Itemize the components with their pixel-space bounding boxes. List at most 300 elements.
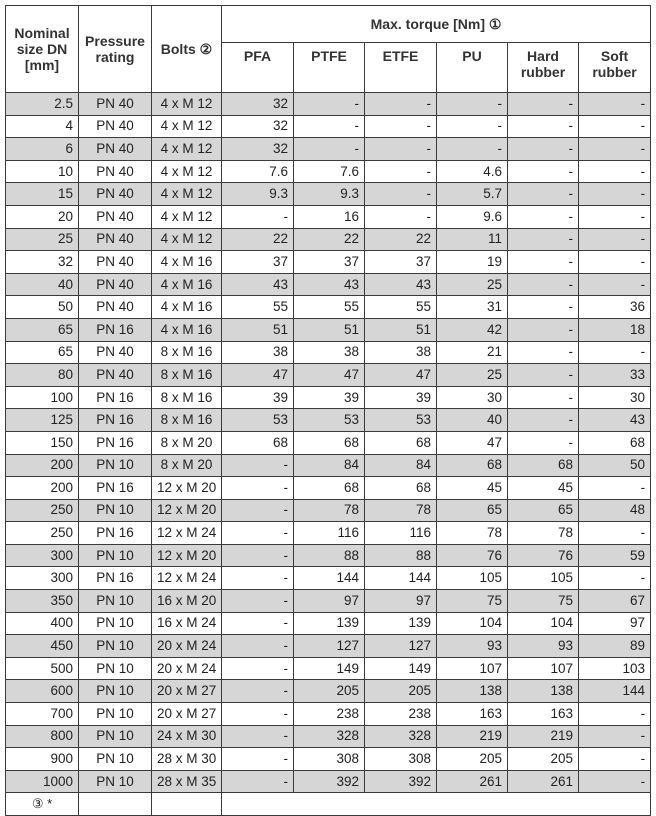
cell-etfe: 53 <box>365 409 437 432</box>
cell-soft-rubber: 67 <box>579 590 651 613</box>
cell-etfe: 392 <box>365 770 437 793</box>
cell-pressure-rating: PN 10 <box>79 657 152 680</box>
cell-pressure-rating: PN 40 <box>79 296 152 319</box>
cell-ptfe: 9.3 <box>294 183 365 206</box>
table-row <box>6 725 651 748</box>
cell-nominal-size: 500 <box>6 657 79 680</box>
cell-soft-rubber: - <box>579 251 651 274</box>
cell-ptfe: 116 <box>294 522 365 545</box>
cell-hard-rubber: 45 <box>508 477 579 500</box>
cell-pressure-rating: PN 10 <box>79 748 152 771</box>
cell-pfa: 32 <box>222 93 294 116</box>
header-ptfe: PTFE <box>294 43 365 93</box>
table-row <box>6 296 651 319</box>
footnote-empty-cell <box>152 793 222 816</box>
cell-ptfe: 22 <box>294 228 365 251</box>
cell-etfe: 22 <box>365 228 437 251</box>
cell-bolts: 12 x M 20 <box>152 477 222 500</box>
cell-bolts: 4 x M 12 <box>152 205 222 228</box>
cell-etfe: 139 <box>365 612 437 635</box>
cell-pressure-rating: PN 10 <box>79 635 152 658</box>
cell-pfa: 32 <box>222 115 294 138</box>
cell-pfa: 38 <box>222 341 294 364</box>
cell-soft-rubber: - <box>579 183 651 206</box>
cell-ptfe: 53 <box>294 409 365 432</box>
cell-bolts: 4 x M 12 <box>152 160 222 183</box>
header-etfe: ETFE <box>365 43 437 93</box>
cell-pfa: - <box>222 703 294 726</box>
cell-pu: 45 <box>437 477 508 500</box>
cell-hard-rubber: - <box>508 251 579 274</box>
cell-nominal-size: 700 <box>6 703 79 726</box>
cell-hard-rubber: 205 <box>508 748 579 771</box>
cell-etfe: 205 <box>365 680 437 703</box>
cell-hard-rubber: 219 <box>508 725 579 748</box>
cell-hard-rubber: 163 <box>508 703 579 726</box>
cell-soft-rubber: - <box>579 93 651 116</box>
cell-soft-rubber: 97 <box>579 612 651 635</box>
cell-hard-rubber: 68 <box>508 454 579 477</box>
cell-nominal-size: 800 <box>6 725 79 748</box>
cell-etfe: 38 <box>365 341 437 364</box>
cell-ptfe: 127 <box>294 635 365 658</box>
cell-pfa: 9.3 <box>222 183 294 206</box>
cell-etfe: 47 <box>365 364 437 387</box>
cell-pu: 105 <box>437 567 508 590</box>
cell-pfa: - <box>222 522 294 545</box>
cell-pu: 11 <box>437 228 508 251</box>
cell-nominal-size: 125 <box>6 409 79 432</box>
cell-hard-rubber: - <box>508 364 579 387</box>
cell-hard-rubber: - <box>508 431 579 454</box>
table-row <box>6 567 651 590</box>
cell-soft-rubber: - <box>579 115 651 138</box>
cell-ptfe: 16 <box>294 205 365 228</box>
cell-etfe: 149 <box>365 657 437 680</box>
header-nominal-size: Nominal size DN [mm] <box>6 6 79 93</box>
cell-soft-rubber: - <box>579 748 651 771</box>
cell-nominal-size: 65 <box>6 341 79 364</box>
cell-pressure-rating: PN 10 <box>79 703 152 726</box>
cell-soft-rubber: - <box>579 228 651 251</box>
cell-pu: 21 <box>437 341 508 364</box>
footnote-cell: ③ * <box>6 793 79 816</box>
cell-pressure-rating: PN 10 <box>79 612 152 635</box>
cell-bolts: 20 x M 27 <box>152 703 222 726</box>
cell-pfa: - <box>222 544 294 567</box>
table-row <box>6 183 651 206</box>
cell-pressure-rating: PN 40 <box>79 273 152 296</box>
cell-etfe: 43 <box>365 273 437 296</box>
cell-etfe: - <box>365 138 437 161</box>
cell-bolts: 8 x M 20 <box>152 431 222 454</box>
cell-nominal-size: 900 <box>6 748 79 771</box>
cell-hard-rubber: - <box>508 386 579 409</box>
cell-hard-rubber: - <box>508 228 579 251</box>
table-row <box>6 544 651 567</box>
cell-pu: 68 <box>437 454 508 477</box>
cell-pfa: - <box>222 680 294 703</box>
cell-ptfe: 308 <box>294 748 365 771</box>
cell-nominal-size: 150 <box>6 431 79 454</box>
cell-pfa: 55 <box>222 296 294 319</box>
cell-pu: - <box>437 138 508 161</box>
cell-soft-rubber: 50 <box>579 454 651 477</box>
table-row <box>6 386 651 409</box>
table-row <box>6 499 651 522</box>
cell-pfa: - <box>222 748 294 771</box>
cell-ptfe: 97 <box>294 590 365 613</box>
header-pu: PU <box>437 43 508 93</box>
cell-nominal-size: 600 <box>6 680 79 703</box>
cell-pressure-rating: PN 10 <box>79 590 152 613</box>
cell-pfa: - <box>222 635 294 658</box>
cell-hard-rubber: - <box>508 115 579 138</box>
cell-nominal-size: 450 <box>6 635 79 658</box>
cell-etfe: - <box>365 205 437 228</box>
cell-ptfe: 37 <box>294 251 365 274</box>
cell-nominal-size: 1000 <box>6 770 79 793</box>
cell-soft-rubber: - <box>579 770 651 793</box>
cell-bolts: 4 x M 12 <box>152 228 222 251</box>
cell-pu: 9.6 <box>437 205 508 228</box>
cell-nominal-size: 6 <box>6 138 79 161</box>
cell-hard-rubber: - <box>508 409 579 432</box>
cell-hard-rubber: - <box>508 273 579 296</box>
cell-nominal-size: 32 <box>6 251 79 274</box>
cell-soft-rubber: 18 <box>579 318 651 341</box>
cell-nominal-size: 2.5 <box>6 93 79 116</box>
cell-ptfe: 149 <box>294 657 365 680</box>
table-row <box>6 160 651 183</box>
cell-bolts: 8 x M 16 <box>152 386 222 409</box>
cell-ptfe: 205 <box>294 680 365 703</box>
cell-pfa: 51 <box>222 318 294 341</box>
cell-pressure-rating: PN 16 <box>79 318 152 341</box>
cell-ptfe: 38 <box>294 341 365 364</box>
cell-soft-rubber: - <box>579 138 651 161</box>
cell-pfa: - <box>222 612 294 635</box>
cell-pu: 163 <box>437 703 508 726</box>
cell-soft-rubber: - <box>579 477 651 500</box>
cell-ptfe: 328 <box>294 725 365 748</box>
cell-pressure-rating: PN 16 <box>79 386 152 409</box>
cell-nominal-size: 200 <box>6 454 79 477</box>
cell-pu: - <box>437 115 508 138</box>
cell-etfe: 144 <box>365 567 437 590</box>
cell-nominal-size: 65 <box>6 318 79 341</box>
cell-hard-rubber: - <box>508 318 579 341</box>
cell-hard-rubber: 105 <box>508 567 579 590</box>
table-row <box>6 635 651 658</box>
cell-ptfe: 84 <box>294 454 365 477</box>
cell-etfe: 116 <box>365 522 437 545</box>
cell-etfe: 238 <box>365 703 437 726</box>
header-hard-rubber: Hard rubber <box>508 43 579 93</box>
cell-bolts: 16 x M 20 <box>152 590 222 613</box>
cell-etfe: - <box>365 160 437 183</box>
cell-pu: 25 <box>437 273 508 296</box>
cell-pfa: 39 <box>222 386 294 409</box>
cell-pu: 76 <box>437 544 508 567</box>
cell-ptfe: 51 <box>294 318 365 341</box>
table-row <box>6 409 651 432</box>
cell-pfa: 47 <box>222 364 294 387</box>
cell-pressure-rating: PN 10 <box>79 770 152 793</box>
cell-nominal-size: 250 <box>6 522 79 545</box>
table-body <box>6 93 651 793</box>
cell-hard-rubber: - <box>508 205 579 228</box>
cell-etfe: 51 <box>365 318 437 341</box>
cell-bolts: 4 x M 12 <box>152 138 222 161</box>
cell-pfa: - <box>222 205 294 228</box>
table-row <box>6 228 651 251</box>
cell-hard-rubber: 107 <box>508 657 579 680</box>
cell-ptfe: 55 <box>294 296 365 319</box>
cell-hard-rubber: 75 <box>508 590 579 613</box>
cell-etfe: 39 <box>365 386 437 409</box>
cell-ptfe: 39 <box>294 386 365 409</box>
cell-pressure-rating: PN 10 <box>79 680 152 703</box>
cell-etfe: 328 <box>365 725 437 748</box>
cell-pu: 31 <box>437 296 508 319</box>
cell-pu: - <box>437 93 508 116</box>
cell-hard-rubber: 104 <box>508 612 579 635</box>
cell-pu: 4.6 <box>437 160 508 183</box>
cell-pressure-rating: PN 40 <box>79 115 152 138</box>
cell-bolts: 16 x M 24 <box>152 612 222 635</box>
table-row <box>6 273 651 296</box>
table-row <box>6 205 651 228</box>
cell-soft-rubber: - <box>579 522 651 545</box>
cell-etfe: 308 <box>365 748 437 771</box>
cell-pu: 47 <box>437 431 508 454</box>
cell-pu: 65 <box>437 499 508 522</box>
cell-bolts: 12 x M 24 <box>152 522 222 545</box>
cell-bolts: 28 x M 35 <box>152 770 222 793</box>
cell-pu: 261 <box>437 770 508 793</box>
cell-soft-rubber: 68 <box>579 431 651 454</box>
cell-nominal-size: 80 <box>6 364 79 387</box>
cell-ptfe: 88 <box>294 544 365 567</box>
cell-hard-rubber: - <box>508 160 579 183</box>
cell-pressure-rating: PN 10 <box>79 725 152 748</box>
table-row <box>6 115 651 138</box>
cell-soft-rubber: - <box>579 341 651 364</box>
cell-bolts: 28 x M 30 <box>152 748 222 771</box>
cell-bolts: 4 x M 12 <box>152 93 222 116</box>
table-row <box>6 454 651 477</box>
cell-nominal-size: 100 <box>6 386 79 409</box>
cell-nominal-size: 15 <box>6 183 79 206</box>
cell-pfa: 53 <box>222 409 294 432</box>
cell-pressure-rating: PN 16 <box>79 409 152 432</box>
cell-ptfe: 43 <box>294 273 365 296</box>
cell-bolts: 20 x M 27 <box>152 680 222 703</box>
cell-pu: 138 <box>437 680 508 703</box>
cell-etfe: 55 <box>365 296 437 319</box>
cell-bolts: 20 x M 24 <box>152 657 222 680</box>
cell-ptfe: 392 <box>294 770 365 793</box>
cell-pressure-rating: PN 40 <box>79 183 152 206</box>
cell-pressure-rating: PN 40 <box>79 251 152 274</box>
cell-bolts: 12 x M 24 <box>152 567 222 590</box>
cell-soft-rubber: 89 <box>579 635 651 658</box>
cell-soft-rubber: 48 <box>579 499 651 522</box>
cell-nominal-size: 300 <box>6 544 79 567</box>
footnote-empty-cell <box>79 793 152 816</box>
header-pressure-rating: Pressure rating <box>79 6 152 93</box>
cell-ptfe: 7.6 <box>294 160 365 183</box>
cell-ptfe: - <box>294 93 365 116</box>
table-row <box>6 770 651 793</box>
cell-soft-rubber: 59 <box>579 544 651 567</box>
cell-nominal-size: 400 <box>6 612 79 635</box>
cell-etfe: 68 <box>365 477 437 500</box>
cell-pu: 40 <box>437 409 508 432</box>
cell-nominal-size: 25 <box>6 228 79 251</box>
cell-pu: 75 <box>437 590 508 613</box>
cell-pfa: 68 <box>222 431 294 454</box>
cell-pu: 5.7 <box>437 183 508 206</box>
cell-etfe: 88 <box>365 544 437 567</box>
cell-pressure-rating: PN 40 <box>79 93 152 116</box>
table-row <box>6 703 651 726</box>
cell-bolts: 4 x M 12 <box>152 115 222 138</box>
table-row <box>6 680 651 703</box>
cell-pfa: 7.6 <box>222 160 294 183</box>
cell-pu: 93 <box>437 635 508 658</box>
table-row <box>6 522 651 545</box>
torque-table <box>5 5 651 816</box>
cell-pfa: - <box>222 590 294 613</box>
cell-pfa: 37 <box>222 251 294 274</box>
cell-pressure-rating: PN 40 <box>79 341 152 364</box>
cell-ptfe: 68 <box>294 477 365 500</box>
cell-soft-rubber: 33 <box>579 364 651 387</box>
header-max-torque: Max. torque [Nm] ① <box>222 6 651 43</box>
cell-hard-rubber: 78 <box>508 522 579 545</box>
table-row <box>6 590 651 613</box>
cell-pressure-rating: PN 40 <box>79 205 152 228</box>
cell-pu: 78 <box>437 522 508 545</box>
cell-bolts: 8 x M 16 <box>152 341 222 364</box>
cell-bolts: 8 x M 16 <box>152 364 222 387</box>
cell-pressure-rating: PN 40 <box>79 228 152 251</box>
cell-pfa: 43 <box>222 273 294 296</box>
cell-etfe: - <box>365 183 437 206</box>
cell-pressure-rating: PN 16 <box>79 431 152 454</box>
cell-nominal-size: 4 <box>6 115 79 138</box>
cell-bolts: 4 x M 16 <box>152 273 222 296</box>
cell-ptfe: - <box>294 138 365 161</box>
cell-pressure-rating: PN 40 <box>79 364 152 387</box>
cell-bolts: 8 x M 16 <box>152 409 222 432</box>
cell-etfe: - <box>365 115 437 138</box>
cell-hard-rubber: - <box>508 341 579 364</box>
cell-ptfe: - <box>294 115 365 138</box>
cell-nominal-size: 50 <box>6 296 79 319</box>
cell-ptfe: 144 <box>294 567 365 590</box>
table-row <box>6 93 651 116</box>
footnote-empty-cell <box>222 793 651 816</box>
table-row <box>6 364 651 387</box>
cell-etfe: 97 <box>365 590 437 613</box>
cell-soft-rubber: - <box>579 205 651 228</box>
cell-soft-rubber: - <box>579 567 651 590</box>
cell-etfe: 84 <box>365 454 437 477</box>
table-row <box>6 251 651 274</box>
cell-pu: 219 <box>437 725 508 748</box>
cell-pfa: - <box>222 657 294 680</box>
cell-bolts: 4 x M 12 <box>152 183 222 206</box>
cell-pressure-rating: PN 40 <box>79 138 152 161</box>
table-row <box>6 138 651 161</box>
cell-etfe: 78 <box>365 499 437 522</box>
cell-nominal-size: 350 <box>6 590 79 613</box>
cell-pressure-rating: PN 10 <box>79 499 152 522</box>
cell-hard-rubber: 65 <box>508 499 579 522</box>
cell-bolts: 8 x M 20 <box>152 454 222 477</box>
table-row <box>6 748 651 771</box>
cell-etfe: 37 <box>365 251 437 274</box>
cell-pfa: - <box>222 477 294 500</box>
cell-hard-rubber: 138 <box>508 680 579 703</box>
cell-nominal-size: 40 <box>6 273 79 296</box>
cell-pfa: - <box>222 770 294 793</box>
cell-ptfe: 238 <box>294 703 365 726</box>
cell-bolts: 24 x M 30 <box>152 725 222 748</box>
cell-bolts: 4 x M 16 <box>152 296 222 319</box>
table-row <box>6 477 651 500</box>
cell-soft-rubber: - <box>579 725 651 748</box>
cell-pressure-rating: PN 16 <box>79 567 152 590</box>
header-pfa: PFA <box>222 43 294 93</box>
cell-pfa: - <box>222 454 294 477</box>
table-row <box>6 341 651 364</box>
cell-bolts: 12 x M 20 <box>152 499 222 522</box>
cell-soft-rubber: - <box>579 703 651 726</box>
cell-soft-rubber: 43 <box>579 409 651 432</box>
cell-ptfe: 78 <box>294 499 365 522</box>
cell-ptfe: 68 <box>294 431 365 454</box>
cell-pfa: - <box>222 725 294 748</box>
cell-soft-rubber: - <box>579 273 651 296</box>
cell-pu: 30 <box>437 386 508 409</box>
cell-pressure-rating: PN 10 <box>79 544 152 567</box>
cell-pu: 205 <box>437 748 508 771</box>
cell-pu: 42 <box>437 318 508 341</box>
cell-etfe: 68 <box>365 431 437 454</box>
cell-bolts: 12 x M 20 <box>152 544 222 567</box>
table-row <box>6 657 651 680</box>
cell-hard-rubber: 261 <box>508 770 579 793</box>
cell-nominal-size: 250 <box>6 499 79 522</box>
cell-soft-rubber: 36 <box>579 296 651 319</box>
cell-soft-rubber: 103 <box>579 657 651 680</box>
cell-soft-rubber: 30 <box>579 386 651 409</box>
cell-pfa: - <box>222 499 294 522</box>
cell-bolts: 4 x M 16 <box>152 318 222 341</box>
cell-pressure-rating: PN 16 <box>79 477 152 500</box>
cell-pu: 25 <box>437 364 508 387</box>
cell-pfa: 32 <box>222 138 294 161</box>
cell-ptfe: 139 <box>294 612 365 635</box>
cell-hard-rubber: 93 <box>508 635 579 658</box>
cell-pressure-rating: PN 16 <box>79 522 152 545</box>
cell-nominal-size: 20 <box>6 205 79 228</box>
header-soft-rubber: Soft rubber <box>579 43 651 93</box>
